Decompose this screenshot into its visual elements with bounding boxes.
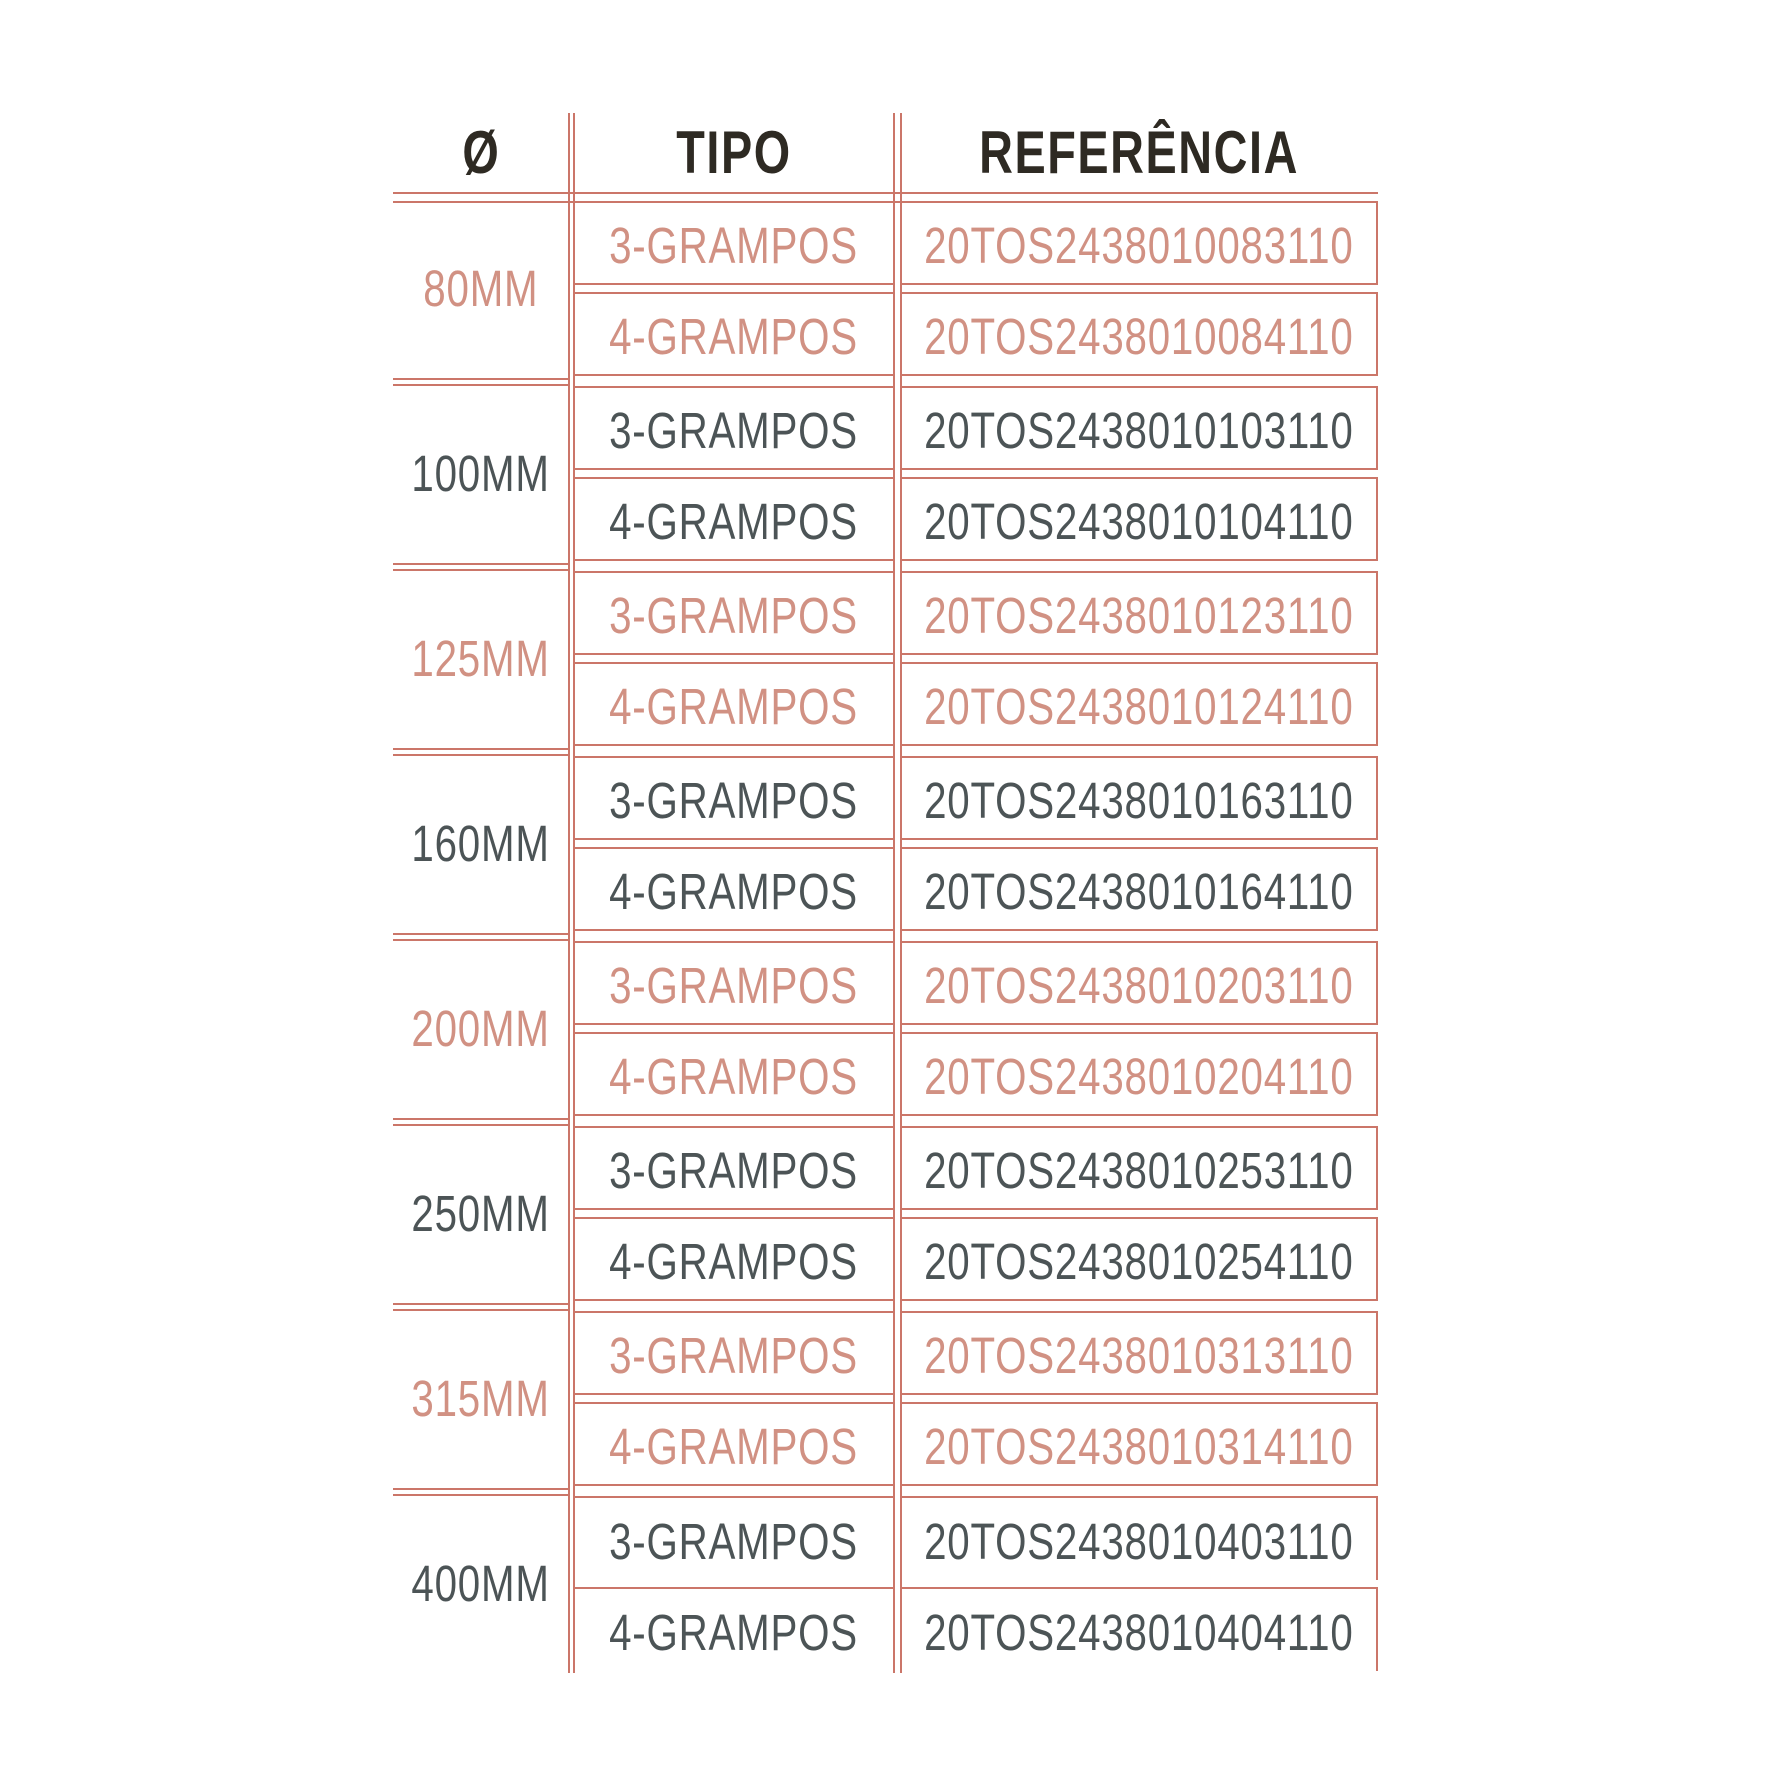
type-value: 3-GRAMPOS bbox=[609, 586, 859, 644]
type-cell bbox=[573, 571, 895, 655]
type-cell bbox=[573, 386, 895, 470]
diameter-value: 100MM bbox=[411, 445, 551, 502]
reference-value: 20TOS2438010164110 bbox=[924, 862, 1354, 920]
type-cell bbox=[573, 201, 895, 285]
type-value: 3-GRAMPOS bbox=[609, 956, 859, 1014]
reference-cell bbox=[900, 201, 1378, 285]
reference-table bbox=[393, 100, 1378, 1700]
type-value: 4-GRAMPOS bbox=[609, 492, 859, 550]
reference-value: 20TOS2438010254110 bbox=[924, 1232, 1354, 1290]
column-header-diameter bbox=[393, 113, 569, 192]
type-value: 4-GRAMPOS bbox=[609, 677, 859, 735]
reference-value: 20TOS2438010253110 bbox=[924, 1141, 1354, 1199]
diameter-cell bbox=[393, 386, 569, 561]
type-cell bbox=[573, 1402, 895, 1486]
reference-value: 20TOS2438010203110 bbox=[924, 956, 1354, 1014]
reference-value: 20TOS2438010103110 bbox=[924, 401, 1354, 459]
group-separator-line bbox=[393, 378, 569, 380]
type-cell bbox=[573, 756, 895, 840]
reference-value: 20TOS2438010083110 bbox=[924, 216, 1354, 274]
diameter-value: 125MM bbox=[411, 630, 551, 687]
type-value: 3-GRAMPOS bbox=[609, 771, 859, 829]
reference-value: 20TOS2438010313110 bbox=[924, 1326, 1354, 1384]
reference-cell bbox=[900, 477, 1378, 561]
type-value: 3-GRAMPOS bbox=[609, 216, 859, 274]
type-cell bbox=[573, 1032, 895, 1116]
reference-cell bbox=[900, 1311, 1378, 1395]
reference-cell bbox=[900, 1496, 1378, 1580]
diameter-group bbox=[393, 756, 1378, 941]
group-separator-line bbox=[393, 933, 569, 935]
diameter-value: 160MM bbox=[411, 815, 551, 872]
reference-value: 20TOS2438010124110 bbox=[924, 677, 1354, 735]
type-cell bbox=[573, 662, 895, 746]
reference-cell bbox=[900, 1402, 1378, 1486]
type-cell bbox=[573, 941, 895, 1025]
reference-value: 20TOS2438010314110 bbox=[924, 1417, 1354, 1475]
diameter-cell bbox=[393, 571, 569, 746]
reference-cell bbox=[900, 386, 1378, 470]
diameter-value: 200MM bbox=[411, 1000, 551, 1057]
type-value: 3-GRAMPOS bbox=[609, 1512, 859, 1570]
group-separator-line bbox=[393, 1488, 569, 1490]
type-cell bbox=[573, 1496, 895, 1580]
type-cell bbox=[573, 1217, 895, 1301]
group-separator-line bbox=[393, 1303, 569, 1305]
type-cell bbox=[573, 1587, 895, 1671]
type-value: 3-GRAMPOS bbox=[609, 1326, 859, 1384]
diameter-group bbox=[393, 1311, 1378, 1496]
reference-cell bbox=[900, 571, 1378, 655]
type-cell bbox=[573, 1126, 895, 1210]
diameter-cell bbox=[393, 1496, 569, 1671]
reference-cell bbox=[900, 941, 1378, 1025]
type-value: 3-GRAMPOS bbox=[609, 1141, 859, 1199]
type-value: 4-GRAMPOS bbox=[609, 1417, 859, 1475]
diameter-cell bbox=[393, 941, 569, 1116]
type-value: 4-GRAMPOS bbox=[609, 862, 859, 920]
column-header-type-label: TIPO bbox=[676, 119, 792, 186]
group-separator-line bbox=[393, 1118, 569, 1120]
reference-value: 20TOS2438010163110 bbox=[924, 771, 1354, 829]
diameter-cell bbox=[393, 1311, 569, 1486]
diameter-value: 250MM bbox=[411, 1185, 551, 1242]
group-separator-line bbox=[393, 748, 569, 750]
column-header-reference-label: REFERÊNCIA bbox=[979, 119, 1299, 186]
reference-cell bbox=[900, 1217, 1378, 1301]
reference-value: 20TOS2438010123110 bbox=[924, 586, 1354, 644]
reference-value: 20TOS2438010084110 bbox=[924, 307, 1354, 365]
diameter-cell bbox=[393, 201, 569, 376]
diameter-group bbox=[393, 386, 1378, 571]
diameter-value: 315MM bbox=[411, 1370, 551, 1427]
type-cell bbox=[573, 477, 895, 561]
reference-value: 20TOS2438010204110 bbox=[924, 1047, 1354, 1105]
reference-cell bbox=[900, 1126, 1378, 1210]
group-separator-line bbox=[393, 563, 569, 565]
type-value: 4-GRAMPOS bbox=[609, 1047, 859, 1105]
column-header-type bbox=[573, 113, 895, 192]
diameter-group bbox=[393, 201, 1378, 386]
diameter-group bbox=[393, 941, 1378, 1126]
type-value: 4-GRAMPOS bbox=[609, 307, 859, 365]
reference-value: 20TOS2438010403110 bbox=[924, 1512, 1354, 1570]
type-value: 3-GRAMPOS bbox=[609, 401, 859, 459]
reference-cell bbox=[900, 1587, 1378, 1671]
column-header-diameter-label: Ø bbox=[462, 119, 500, 186]
type-value: 4-GRAMPOS bbox=[609, 1603, 859, 1661]
diameter-value: 400MM bbox=[411, 1555, 551, 1612]
reference-value: 20TOS2438010104110 bbox=[924, 492, 1354, 550]
diameter-value: 80MM bbox=[423, 260, 539, 317]
reference-cell bbox=[900, 662, 1378, 746]
header-rule-line bbox=[393, 192, 1378, 194]
reference-cell bbox=[900, 847, 1378, 931]
diameter-cell bbox=[393, 1126, 569, 1301]
diameter-group bbox=[393, 1126, 1378, 1311]
reference-cell bbox=[900, 756, 1378, 840]
diameter-group bbox=[393, 571, 1378, 756]
reference-value: 20TOS2438010404110 bbox=[924, 1603, 1354, 1661]
reference-cell bbox=[900, 292, 1378, 376]
type-cell bbox=[573, 847, 895, 931]
type-cell bbox=[573, 292, 895, 376]
column-header-reference bbox=[900, 113, 1378, 192]
diameter-group bbox=[393, 1496, 1378, 1681]
type-value: 4-GRAMPOS bbox=[609, 1232, 859, 1290]
reference-cell bbox=[900, 1032, 1378, 1116]
diameter-cell bbox=[393, 756, 569, 931]
type-cell bbox=[573, 1311, 895, 1395]
